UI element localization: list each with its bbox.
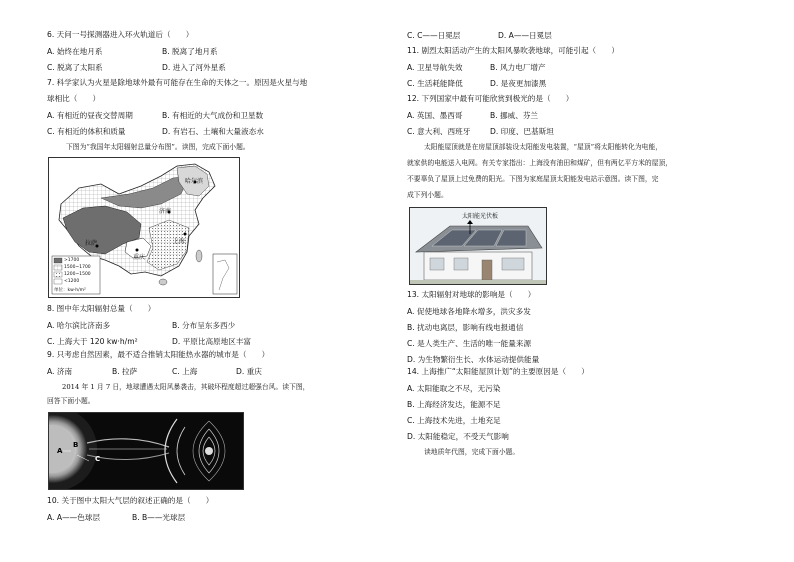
- q11-option-b[interactable]: B. 风力电厂增产: [490, 63, 546, 72]
- legend-entry-3: 1200~1500: [64, 272, 91, 277]
- sun-label-c: C: [95, 455, 101, 463]
- q14-stem: 14. 上海推广“太阳能屋顶计划”的主要原因是（ ）: [407, 367, 589, 376]
- q9-option-b[interactable]: B. 拉萨: [112, 367, 138, 376]
- intro-geologic-time: 读地质年代图，完成下面小题。: [424, 448, 520, 456]
- q14-option-d[interactable]: D. 太阳能稳定，不受天气影响: [407, 432, 509, 441]
- q6-option-d[interactable]: D. 进入了河外星系: [162, 63, 226, 72]
- legend-entry-2: 1500~1700: [64, 265, 91, 270]
- q7-option-b[interactable]: B. 有相近的大气成份和卫星数: [162, 111, 264, 120]
- q8-stem: 8. 图中年太阳辐射总量（ ）: [47, 304, 156, 313]
- intro-radiation-map: 下图为“我国年太阳辐射总量分布图”。读图，完成下面小题。: [66, 143, 250, 151]
- q10-option-c[interactable]: C. C——日冕层: [407, 31, 461, 40]
- q11-option-d[interactable]: D. 是夜更加漆黑: [490, 79, 547, 88]
- q14-option-a[interactable]: A. 太阳能取之不尽，无污染: [407, 384, 501, 393]
- map-label-shanghai: 上海: [173, 238, 186, 245]
- q6-option-c[interactable]: C. 脱离了太阳系: [47, 63, 103, 72]
- q8-option-a[interactable]: A. 哈尔滨比济南多: [47, 321, 111, 330]
- q6-option-b[interactable]: B. 脱离了地月系: [162, 47, 218, 56]
- q7-stem-line1: 7. 科学家认为火星是除地球外最有可能存在生命的天体之一。原因是火星与地: [47, 78, 308, 87]
- q10-option-a[interactable]: A. A——色球层: [47, 513, 101, 522]
- q10-stem: 10. 关于图中太阳大气层的叙述正确的是（ ）: [47, 496, 214, 505]
- q9-stem: 9. 只考虑自然因素，最不适合推销太阳能热水器的城市是（ ）: [47, 350, 270, 359]
- map-label-harbin: 哈尔滨: [185, 178, 204, 185]
- q7-option-c[interactable]: C. 有相近的体积和质量: [47, 127, 126, 136]
- q12-option-d[interactable]: D. 印度、巴基斯坦: [490, 127, 554, 136]
- q13-stem: 13. 太阳辐射对地球的影响是（ ）: [407, 290, 536, 299]
- solar-panel-label: 太阳能光伏板: [462, 213, 499, 220]
- sun-figure-svg: [49, 413, 243, 489]
- q10-option-b[interactable]: B. B——光球层: [132, 513, 186, 522]
- q11-option-a[interactable]: A. 卫星导航失效: [407, 63, 463, 72]
- q10-option-d[interactable]: D. A——日冕层: [498, 31, 552, 40]
- solar-house-figure: [409, 207, 547, 285]
- q8-option-d[interactable]: D. 平原比高原地区丰富: [172, 337, 252, 346]
- legend-unit: 单位：kw·h/m²: [54, 288, 86, 293]
- q12-option-c[interactable]: C. 意大利、西班牙: [407, 127, 471, 136]
- q8-option-c[interactable]: C. 上海大于 120 kw·h/m²: [47, 337, 138, 346]
- q7-option-a[interactable]: A. 有相近的昼夜交替周期: [47, 111, 133, 120]
- legend-entry-4: <1200: [64, 279, 80, 284]
- q12-option-a[interactable]: A. 英国、墨西哥: [407, 111, 463, 120]
- q13-option-b[interactable]: B. 扰动电离层，影响有线电报通信: [407, 323, 524, 332]
- q9-option-a[interactable]: A. 济南: [47, 367, 73, 376]
- sun-label-b: B: [73, 441, 79, 449]
- q8-option-b[interactable]: B. 分布呈东多西少: [172, 321, 236, 330]
- q12-option-b[interactable]: B. 挪威、芬兰: [490, 111, 539, 120]
- q11-option-c[interactable]: C. 生活耗能降低: [407, 79, 463, 88]
- q11-stem: 11. 剧烈太阳活动产生的太阳风暴吹袭地球，可能引起（ ）: [407, 46, 619, 55]
- sun-label-a: A: [57, 447, 63, 455]
- q14-option-b[interactable]: B. 上海经济发达，能源不足: [407, 400, 501, 409]
- legend-entry-1: >1700: [64, 258, 80, 263]
- map-label-lhasa: 拉萨: [85, 240, 98, 247]
- q13-option-d[interactable]: D. 为生物繁衍生长、水体运动提供能量: [407, 355, 540, 364]
- q13-option-c[interactable]: C. 是人类生产、生活的唯一能量来源: [407, 339, 532, 348]
- q9-option-d[interactable]: D. 重庆: [236, 367, 262, 376]
- intro-solar-roof-line2: 就家供的电能送入电网。有关专家指出：上海没有油田和煤矿，但有两亿平方米的屋顶，: [407, 159, 673, 167]
- intro-solar-storm-line2: 回答下面小题。: [47, 397, 95, 405]
- q6-stem: 6. 天问一号探测器进入环火轨道后（ ）: [47, 30, 194, 39]
- q6-option-a[interactable]: A. 始终在地月系: [47, 47, 103, 56]
- sun-magnetosphere-figure: [48, 412, 244, 490]
- q7-stem-line2: 球相比（ ）: [47, 94, 101, 103]
- intro-solar-roof-line1: 太阳能屋顶就是在房屋顶部装设太阳能发电装置，“屋顶”将太阳能转化为电能，: [424, 143, 663, 151]
- q7-option-d[interactable]: D. 有岩石、土壤和大量液态水: [162, 127, 264, 136]
- q14-option-c[interactable]: C. 上海技术先进，土地充足: [407, 416, 501, 425]
- q12-stem: 12. 下列国家中最有可能欣赏到极光的是（ ）: [407, 94, 574, 103]
- map-label-chongqing: 重庆: [133, 254, 146, 261]
- map-label-jinan: 济南: [159, 208, 172, 215]
- intro-solar-roof-line4: 成下列小题。: [407, 191, 448, 199]
- intro-solar-storm-line1: 2014 年 1 月 7 日，地球遭遇太阳风暴袭击，其破坏程度超过超强台风。读下图，: [62, 383, 310, 391]
- q13-option-a[interactable]: A. 促使地球各地降水增多，洪灾多发: [407, 307, 531, 316]
- intro-solar-roof-line3: 不要辜负了屋顶上过免费的阳光。下图为家庭屋顶太阳能发电站示意图。读下图，完: [407, 175, 659, 183]
- q9-option-c[interactable]: C. 上海: [172, 367, 198, 376]
- radiation-map-figure: [48, 157, 240, 298]
